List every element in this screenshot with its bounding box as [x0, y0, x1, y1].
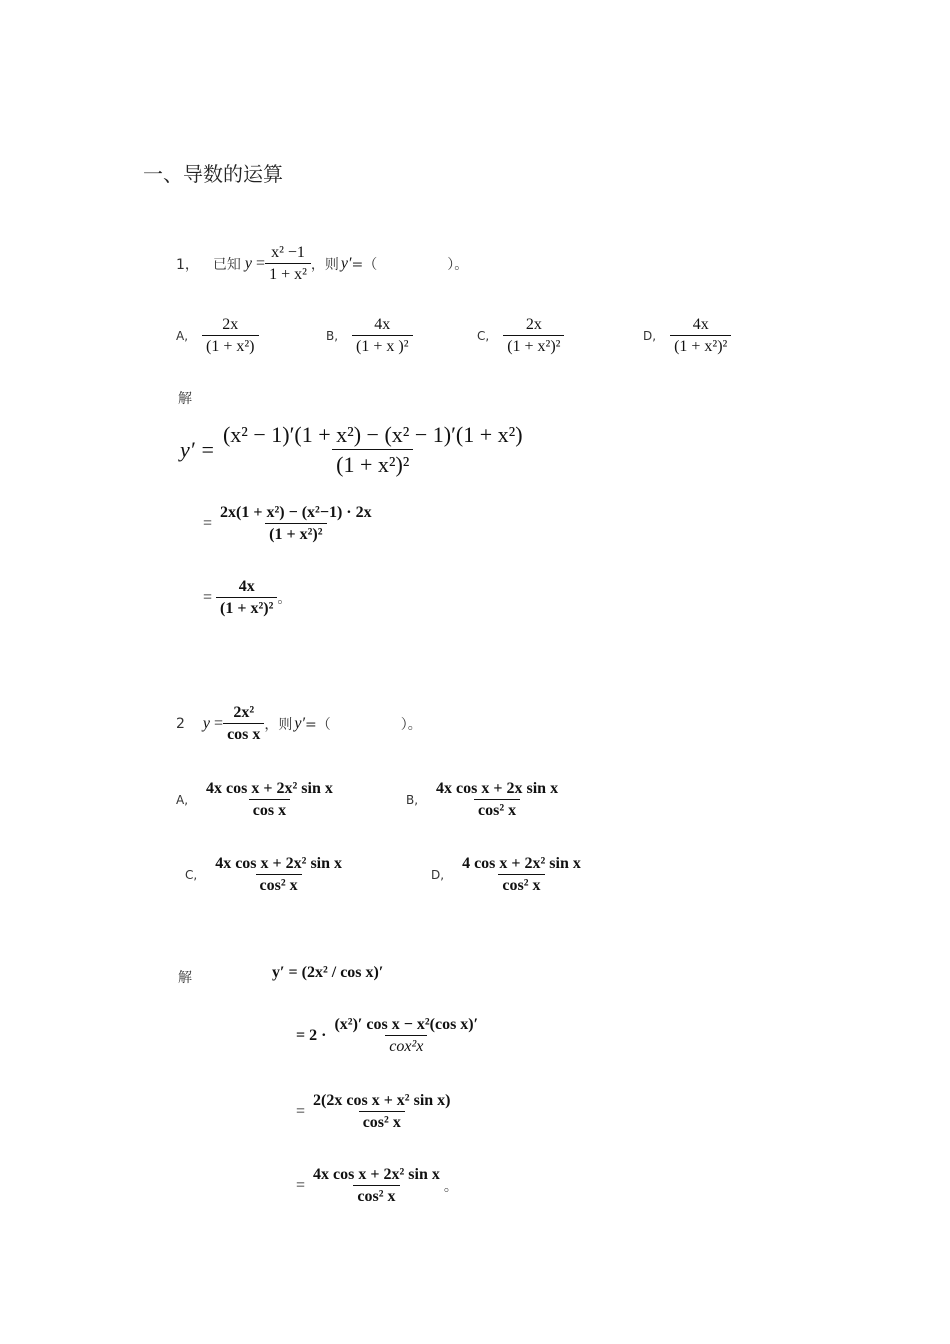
- q2-then: ，则: [264, 717, 293, 733]
- option-num: 4 cos x + 2x² sin x: [462, 855, 581, 872]
- q2-option-a: [176, 780, 337, 820]
- q2-step1: y′ = (2x² / cos x)′: [272, 964, 384, 981]
- q1-option-b: [326, 316, 413, 356]
- q1-statement: [176, 244, 468, 284]
- option-fraction: [670, 316, 731, 356]
- option-fraction: [432, 780, 562, 820]
- option-fraction: [202, 316, 258, 356]
- q1-prefix: 已知: [212, 257, 241, 273]
- option-fraction: [352, 316, 412, 356]
- option-fraction: [211, 855, 346, 895]
- option-label: C,: [185, 868, 198, 882]
- q2-given-num: 2x²: [233, 704, 255, 721]
- option-label: A,: [176, 329, 189, 343]
- q1-number: 1，: [176, 257, 199, 273]
- eq-sign: =: [203, 589, 213, 606]
- option-label: C,: [477, 329, 490, 343]
- option-label: B,: [406, 793, 419, 807]
- q2-step2-den: cox²x: [385, 1035, 427, 1056]
- option-fraction: [503, 316, 564, 356]
- q1-given-fraction: [265, 244, 311, 284]
- q2-step4-num: 4x cos x + 2x² sin x: [313, 1166, 440, 1183]
- option-den: cos² x: [498, 874, 544, 895]
- q2-blank: =（ ）。: [305, 717, 422, 733]
- option-num: 4x: [692, 316, 709, 333]
- q1-eq: =: [256, 255, 266, 272]
- q1-step2-fraction: [216, 504, 376, 544]
- q1-then: ，则: [310, 257, 339, 273]
- q2-step4-fraction: [309, 1166, 444, 1206]
- option-label: A,: [176, 793, 189, 807]
- period: 。: [443, 1179, 458, 1195]
- q1-step1-lhs: y′ =: [180, 437, 215, 462]
- eq-sign: =: [203, 515, 213, 532]
- q2-step3-den: cos² x: [359, 1111, 405, 1132]
- option-label: D,: [643, 329, 657, 343]
- q1-step1-fraction: [219, 422, 527, 478]
- q2-step2-fraction: [330, 1016, 482, 1056]
- q1-step2: [203, 504, 376, 544]
- q2-eq: =: [214, 715, 224, 732]
- option-num: 4x cos x + 2x² sin x: [206, 780, 333, 797]
- q1-option-a: [176, 316, 259, 356]
- option-num: 4x cos x + 2x sin x: [436, 780, 559, 797]
- q1-option-c: [477, 316, 564, 356]
- q1-step2-num: 2x(1 + x²) − (x²−1) · 2x: [220, 504, 372, 521]
- q1-option-d: [643, 316, 731, 356]
- eq-sign: =: [296, 1177, 306, 1194]
- q2-given-fraction: [223, 704, 264, 744]
- option-den: cos² x: [256, 874, 302, 895]
- q1-step1-num: (x² − 1)′(1 + x²) − (x² − 1)′(1 + x²): [222, 422, 523, 447]
- q2-step2-num: (x²)′ cos x − x²(cos x)′: [334, 1016, 479, 1033]
- option-den: cos x: [249, 799, 290, 820]
- section-title: 一、导数的运算: [143, 162, 283, 186]
- q2-step4-den: cos² x: [353, 1185, 399, 1206]
- q2-given-den: cos x: [223, 723, 264, 744]
- q2-option-b: [406, 780, 562, 820]
- q1-blank: =（ ）。: [351, 257, 469, 273]
- option-den: (1 + x²)²: [503, 335, 564, 356]
- q1-step1-den: (1 + x²)²: [332, 449, 413, 478]
- q2-step4: [296, 1166, 458, 1206]
- option-den: (1 + x²): [202, 335, 258, 356]
- option-fraction: [458, 855, 585, 895]
- q2-step2: [296, 1016, 482, 1056]
- q1-yprime: y′: [340, 255, 352, 272]
- q1-step3-den: (1 + x²)²: [216, 597, 277, 618]
- option-fraction: [202, 780, 337, 820]
- q1-solution-label: 解: [178, 391, 192, 407]
- q2-solution-label: 解: [178, 970, 192, 986]
- q1-step3-fraction: [216, 578, 277, 618]
- eq-sign: =: [296, 1103, 306, 1120]
- option-num: 4x cos x + 2x² sin x: [215, 855, 343, 872]
- q1-given-num: x² −1: [271, 244, 305, 261]
- option-label: D,: [431, 868, 445, 882]
- option-num: 2x: [222, 316, 239, 333]
- q2-step3-fraction: [309, 1092, 454, 1132]
- q2-step3-num: 2(2x cos x + x² sin x): [313, 1092, 451, 1109]
- q2-step3: [296, 1092, 455, 1132]
- period: 。: [277, 591, 292, 607]
- q1-step3-num: 4x: [238, 578, 255, 595]
- option-label: B,: [326, 329, 339, 343]
- q2-option-d: [431, 855, 585, 895]
- option-den: (1 + x )²: [352, 335, 412, 356]
- q1-step1: [180, 422, 527, 478]
- q1-step3: [203, 578, 291, 618]
- q1-step2-den: (1 + x²)²: [265, 523, 326, 544]
- option-num: 4x: [374, 316, 391, 333]
- q2-number: 2: [176, 716, 185, 732]
- q2-step2-prefix: = 2 ·: [296, 1027, 327, 1044]
- q2-statement: [176, 704, 422, 744]
- option-den: (1 + x²)²: [670, 335, 731, 356]
- q1-given-den: 1 + x²: [265, 263, 311, 284]
- q1-y: y: [244, 255, 253, 272]
- q2-y: y: [202, 715, 211, 732]
- option-den: cos² x: [474, 799, 520, 820]
- q2-yprime: y′: [294, 715, 305, 732]
- option-num: 2x: [525, 316, 542, 333]
- q2-option-c: [185, 855, 346, 895]
